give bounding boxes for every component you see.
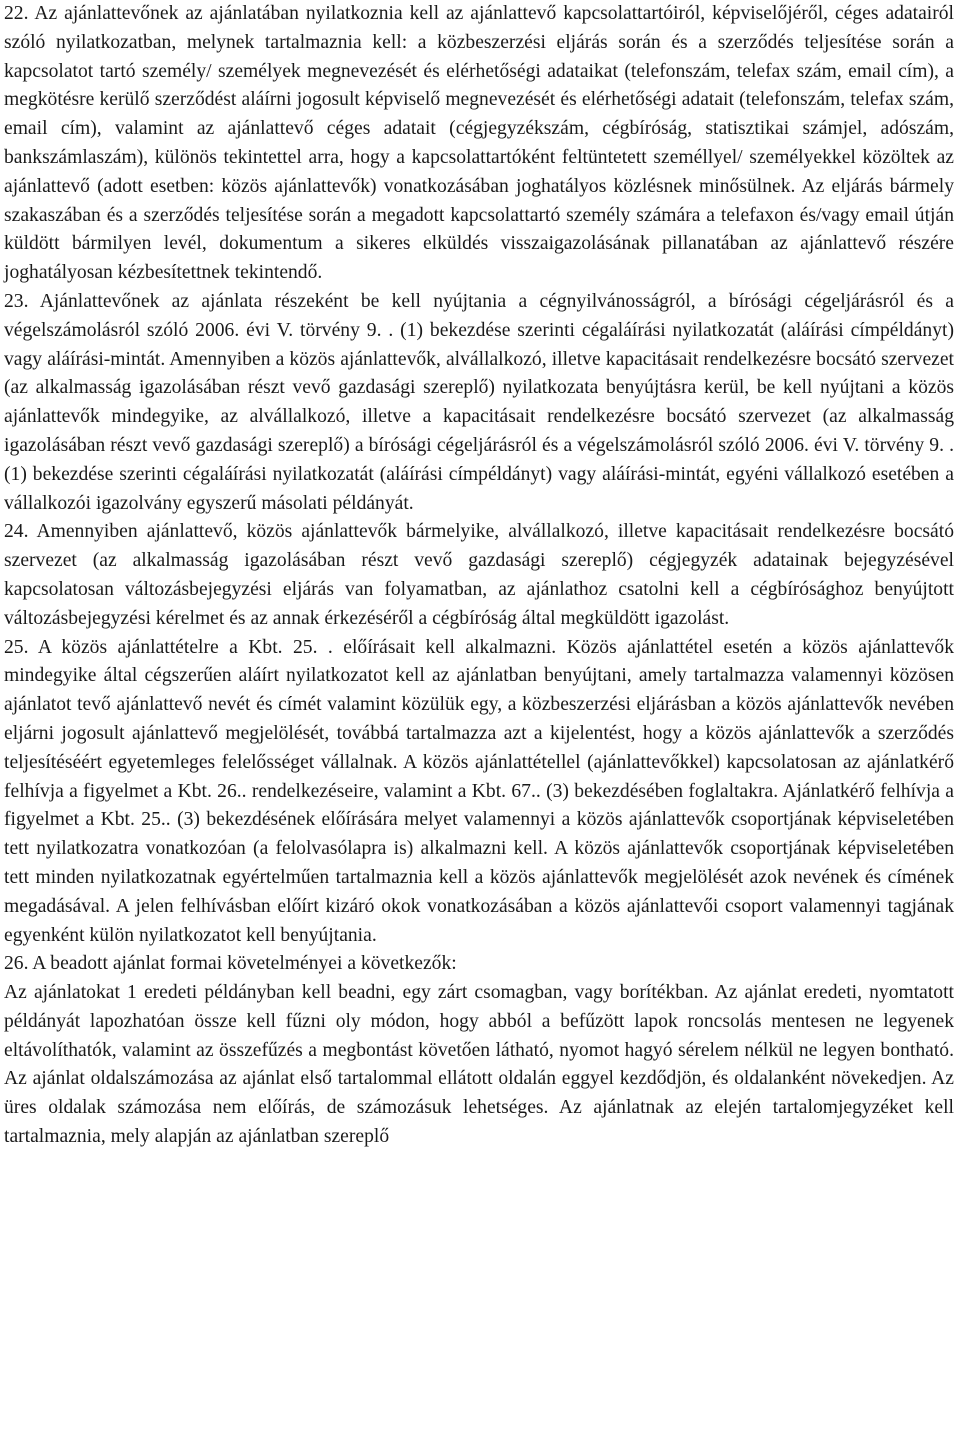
paragraph-24: 24. Amennyiben ajánlattevő, közös ajánlattevők bármelyike, alvállalkozó, illetve kapacitásait rendelkezésre bocsátó szervezet (az alkalmasság igazolásában részt vevő gazdasági szereplő) cégjegyzék adatainak bejegyzésével kapcsolatosan változásbejegyzési eljárás van folyamatban, az ajánlathoz csatolni kell a cégbírósághoz benyújtott változásbejegyzési kérelmet és az annak érkezéséről a cégbíróság által megküldött igazolást. [4,521,954,629]
paragraph-25: 25. A közös ajánlattételre a Kbt. 25. . előírásait kell alkalmazni. Közös ajánlattétel esetén a közös ajánlattevők mindegyike által cégszerűen aláírt nyilatkozatot kell az ajánlatban benyújtani, amely tartalmazza valamennyi közösen ajánlatot tevő ajánlattevő nevét és címét valamint közülük egy, a közbeszerzési eljárásban a közös ajánlattevők nevében eljárni jogosult ajánlattevő megjelölését, továbbá tartalmazza azt a kijelentést, hogy a közös ajánlattevők a szerződés teljesítéséért egyetemleges felelősséget vállalnak. A közös ajánlattétellel (ajánlattevőkkel) kapcsolatosan az ajánlatkérő felhívja a figyelmet a Kbt. 26.. rendelkezéseire, valamint a Kbt. 67.. (3) bekezdésében foglaltakra. Ajánlatkérő felhívja a figyelmet a Kbt. 25.. (3) bekezdésének előírására melyet valamennyi a közös ajánlattevők csoportjának képviseletében tett nyilatkozatra vonatkozóan (a felolvasólapra is) alkalmazni kell. A közös ajánlattevők csoportjának képviseletében tett minden nyilatkozatnak egyértelműen tartalmaznia kell a közös ajánlattevők megjelölését azok nevének és címének megadásával. A jelen felhívásban előírt kizáró okok vonatkozásában a közös ajánlattevői csoport valamennyi tagjának egyenként külön nyilatkozatot kell benyújtania. [4,636,954,946]
paragraph-26-heading: 26. A beadott ajánlat formai követelményei a következők: [4,953,457,975]
paragraph-26-body: Az ajánlatokat 1 eredeti példányban kell beadni, egy zárt csomagban, vagy borítékban. Az ajánlat eredeti, nyomtatott példányát lapozhatóan össze kell fűzni oly módon, hogy abból a befűzött lapok roncsolás mentesen ne legyenek eltávolíthatók, valamint az összefűzés a megbontást követően látható, nyomot hagyó sérelem nélkül ne legyen bontható. Az ajánlat oldalszámozása az ajánlat első tartalommal ellátott oldalán eggyel kezdődjön, és oldalanként növekedjen. Az üres oldalak számozása nem előírás, de számozásuk lehetséges. Az ajánlatnak az elején tartalomjegyzéket kell tartalmaznia, mely alapján az ajánlatban szereplő [4,982,954,1148]
paragraph-23: 23. Ajánlattevőnek az ajánlata részeként be kell nyújtania a cégnyilvánosságról, a bírósági cégeljárásról és a végelszámolásról szóló 2006. évi V. törvény 9. . (1) bekezdése szerinti cégaláírási nyilatkozatát (aláírási címpéldányt) vagy aláírási-mintát. Amennyiben a közös ajánlattevők, alvállalkozó, illetve kapacitásait rendelkezésre bocsátó szervezet (az alkalmasság igazolásában részt vevő gazdasági szereplő) nyilatkozata benyújtásra kerül, be kell nyújtani a közös ajánlattevők mindegyike, az alvállalkozó, illetve a kapacitásait rendelkezésre bocsátó szervezet (az alkalmasság igazolásában részt vevő gazdasági szereplő) a bírósági cégeljárásról és a végelszámolásról szóló 2006. évi V. törvény 9. . (1) bekezdése szerinti cégaláírási nyilatkozatát (aláírási címpéldányt) vagy aláírási-mintát, egyéni vállalkozó esetében a vállalkozói igazolvány egyszerű másolati példányát. [4,290,954,514]
document-page [4,0,954,1152]
paragraph-22: 22. Az ajánlattevőnek az ajánlatában nyilatkoznia kell az ajánlattevő kapcsolattartóiról, képviselőjéről, céges adatairól szóló nyilatkozatban, melynek tartalmaznia kell: a közbeszerzési eljárás során és a szerződés teljesítése során a kapcsolatot tartó személy/ személyek megnevezését és elérhetőségi adataikat (telefonszám, telefax szám, email cím), a megkötésre kerülő szerződést aláírni jogosult képviselő megnevezését és elérhetőségi adatait (telefonszám, telefax szám, email cím), valamint az ajánlattevő céges adatait (cégjegyzékszám, cégbíróság, statisztikai számjel, adószám, bankszámlaszám), különös tekintettel arra, hogy a kapcsolattartóként feltüntetett személlyel/ személyekkel közöltek az ajánlattevő (adott esetben: közös ajánlattevők) vonatkozásában joghatályos közlésnek minősülnek. Az eljárás bármely szakaszában és a szerződés teljesítése során a megadott kapcsolattartó személy számára a telefaxon és/vagy email útján küldött bármilyen levél, dokumentum a sikeres elküldés visszaigazolásának pillanatában az ajánlattevő részére joghatályosan kézbesítettnek tekintendő. [4,3,954,284]
